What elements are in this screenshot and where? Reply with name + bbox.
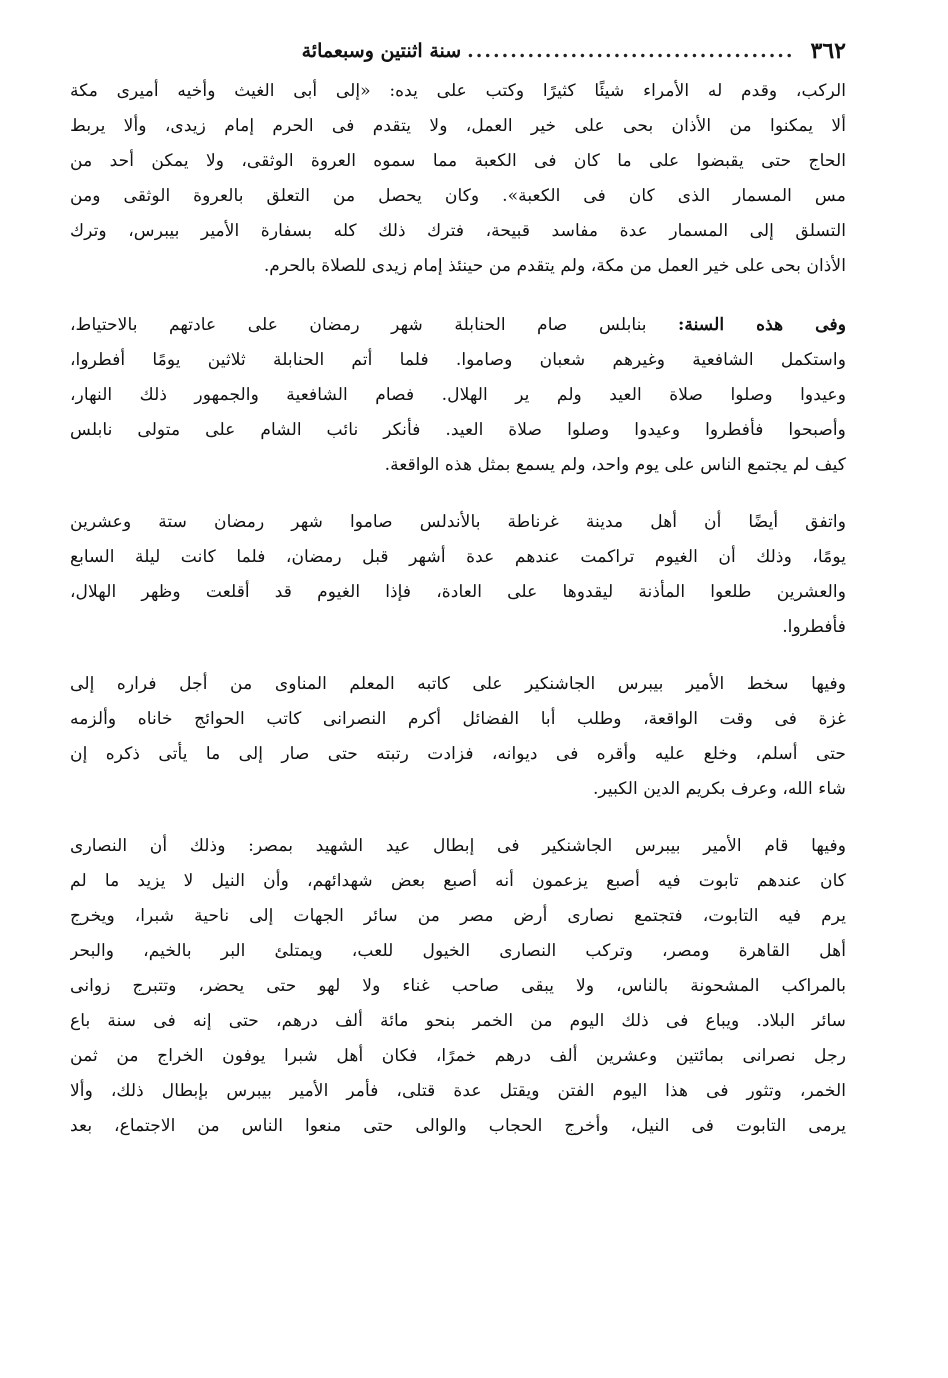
text-line: غزة فى وقت الواقعة، وطلب أبا الفضائل أكرم النصرانى كاتب الحوائج خاناه وألزمه [70, 709, 846, 729]
text-line: واتفق أيضًا أن أهل مدينة غرناطة بالأندلس صاموا شهر رمضان ستة وعشرين [70, 512, 846, 532]
text-line: وفيها قام الأمير بيبرس الجاشنكير فى إبطال عيد الشهيد بمصر: وذلك أن النصارى [70, 836, 846, 856]
text-line: واستكمل الشافعية وغيرهم شعبان وصاموا. فلما أتم الحنابلة ثلاثين يومًا أفطروا، [70, 350, 846, 370]
text-line: مس المسمار الذى كان فى الكعبة». وكان يحصل من التعلق بالعروة الوثقى ومن [70, 186, 846, 206]
paragraph-1 [70, 74, 846, 284]
paragraph-4 [70, 667, 846, 807]
text-line: يومًا، وذلك أن الغيوم تراكمت عندهم عدة أشهر قبل رمضان، فلما كانت ليلة السابع [70, 547, 846, 567]
paragraph-3 [70, 505, 846, 645]
text-line: يرمى التابوت فى النيل، وأخرج الحجاب والوالى حتى منعوا الناس من الاجتماع، بعد [70, 1116, 846, 1136]
text-line: الأذان بحى على خير العمل من مكة، ولم يتقدم من حينئذ إمام زيدى للصلاة بالحرم. [263, 256, 846, 276]
text-line: رجل نصرانى بمائتين وعشرين ألف درهم خمرًا، فكان أهل شبرا يوفون الخراج من ثمن [70, 1046, 846, 1066]
text-line: أهل القاهرة ومصر، وتركب النصارى الخيول للعب، ويمتلئ البر بالخيم، والبحر [70, 941, 846, 961]
text-line: وأصبحوا فأفطروا وعيدوا وصلوا صلاة العيد. فأنكر نائب الشام على متولى نابلس [70, 420, 846, 440]
dot-leader: ...................................... [467, 40, 795, 62]
paragraph-5 [70, 829, 846, 1144]
text-line: الحاج حتى يقبضوا على ما كان فى الكعبة مما سموه العروة الوثقى، ولا يمكن أحد من [70, 151, 846, 171]
text-line: كيف لم يجتمع الناس على يوم واحد، ولم يسمع بمثل هذه الواقعة. [384, 455, 846, 475]
text-line: وعيدوا وصلوا صلاة العيد ولم ير الهلال. فصام الشافعية والجمهور ذلك النهار، [70, 385, 846, 405]
text-line: فأفطروا. [782, 617, 846, 637]
text-line: وفيها سخط الأمير بيبرس الجاشنكير على كاتبه المعلم المناوى من أجل فراره إلى [70, 674, 846, 694]
running-header [70, 28, 846, 74]
text-line: والعشرين طلعوا المأذنة ليقدوها على العادة، فإذا الغيوم قد أقلعت وظهر الهلال، [70, 582, 846, 602]
text-line: كان عندهم تابوت فيه أصبع يزعمون أنه أصبع بعض شهدائهم، وأن النيل لا يزيد ما لم [70, 871, 846, 891]
text-line: ألا يمكنوا من الأذان بحى على خير العمل، ولا يتقدم فى الحرم إمام زيدى، وألا يربط [70, 116, 846, 136]
text-line: حتى أسلم، وخلع عليه وأقره فى ديوانه، فزادت رتبته حتى صار إلى ما يأتى ذكره إن [70, 744, 846, 764]
book-page [70, 28, 846, 1358]
text-line [70, 308, 846, 343]
text-line: شاء الله، وعرف بكريم الدين الكبير. [592, 779, 846, 799]
text-line: التسلق إلى المسمار عدة مفاسد قبيحة، فترك ذلك كله بسفارة الأمير بيبرس، وترك [70, 221, 846, 241]
running-title: سنة اثنتين وسبعمائة [301, 40, 462, 62]
text-run: بنابلس صام الحنابلة شهر رمضان على عادتهم بالاحتياط، [70, 315, 679, 335]
text-line: الخمر، وتثور فى هذا اليوم الفتن ويقتل عدة قتلى، فأمر الأمير بيبرس بإبطال ذلك، وألا [70, 1081, 846, 1101]
text-line: الركب، وقدم له الأمراء شيئًا كثيرًا وكتب على يده: «إلى أبى الغيث وأخيه أميرى مكة [70, 81, 846, 101]
text-line: بالمراكب المشحونة بالناس، ولا يبقى صاحب غناء ولا لهو حتى يحضر، وتتبرج زوانى [70, 976, 846, 996]
text-line: سائر البلاد. ويباع فى ذلك اليوم من الخمر بنحو مائة ألف درهم، حتى إنه فى سنة باع [70, 1011, 846, 1031]
page-number: ٣٦٢ [810, 38, 846, 64]
section-lead: وفى هذه السنة: [678, 315, 846, 335]
text-line: يرم فيه التابوت، فتجتمع نصارى أرض مصر من سائر الجهات إلى ناحية شبرا، ويخرج [70, 906, 846, 926]
paragraph-2 [70, 308, 846, 483]
